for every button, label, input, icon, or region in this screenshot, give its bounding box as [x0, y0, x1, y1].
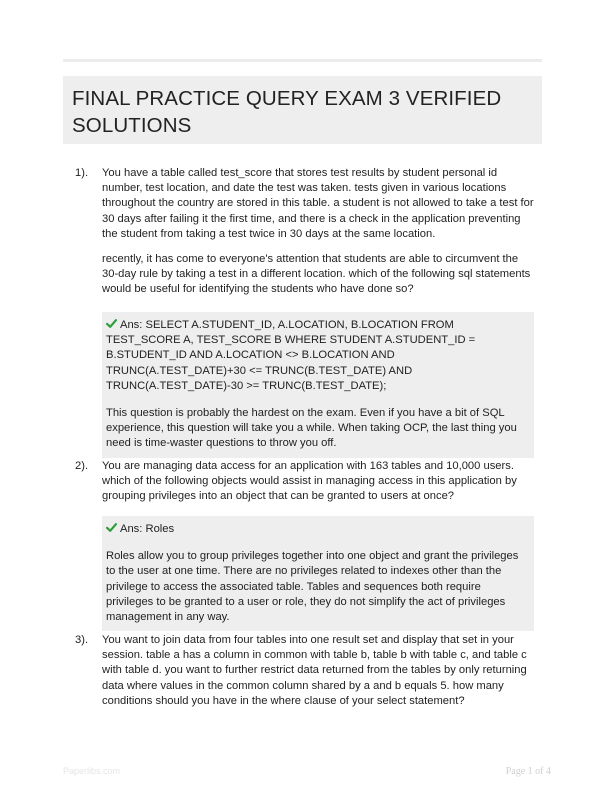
- page-number: Page 1 of 4: [505, 766, 551, 777]
- question-paragraph: recently, it has come to everyone's attention that students are able to circumvent the 30-day rule by taking a test in a different location. which of the following sql statements would be useful for identifying the students who have done so?: [102, 253, 531, 296]
- answer-box: [102, 312, 534, 458]
- answer-box: [102, 516, 534, 631]
- page-title: FINAL PRACTICE QUERY EXAM 3 VERIFIED SOLUTIONS: [72, 87, 502, 137]
- answer-line: [106, 522, 530, 537]
- checkmark-icon: [106, 318, 117, 329]
- answer-line: [106, 318, 530, 394]
- question-text: [102, 633, 534, 719]
- question-paragraph: You are managing data access for an application with 163 tables and 10,000 users. which of the following objects would assist in managing access in this application by grouping privileges into an object that can be granted to users at once?: [102, 460, 517, 503]
- checkmark-icon: [106, 522, 117, 533]
- question-number: 2).: [75, 460, 89, 472]
- question-paragraph: You have a table called test_score that stores test results by student personal id number, test location, and date the test was taken. tests given in various locations throughout the country are stored in this table. a student is not allowed to take a test for 30 days after failing it the first time, and there is a check in the application preventing the student from taking a test twice in 30 days at the same location.: [102, 167, 534, 240]
- answer-explanation: This question is probably the hardest on the exam. Even if you have a bit of SQL experience, this question will take you a while. When taking OCP, the last thing you need is time-waster questions to throw you off.: [106, 407, 517, 450]
- answer-explanation: Roles allow you to group privileges together into one object and grant the privileges to the user at one time. There are no privileges related to indexes other than the privilege to access the associated table. Tables and sequences both require privileges to be granted to a user or role, they do not simplify the act of privileges management in any way.: [106, 550, 519, 624]
- question-text: [102, 459, 534, 515]
- question-text: [102, 166, 534, 308]
- top-divider: [63, 59, 542, 62]
- question-number: 1).: [75, 167, 89, 179]
- question-paragraph: You want to join data from four tables into one result set and display that set in your session. table a has a column in common with table b, table b with table c, and table c with table d. you want to further restrict data returned from the tables by only returning data where values in the common column shared by a and b equals 5. how many conditions should you have in the where clause of your select statement?: [102, 634, 527, 707]
- footer-watermark: Paperlibs.com: [63, 766, 121, 776]
- answer-text: Ans: Roles: [120, 523, 175, 535]
- title-banner: [63, 76, 542, 144]
- question-number: 3).: [75, 634, 89, 646]
- answer-text: Ans: SELECT A.STUDENT_ID, A.LOCATION, B.LOCATION FROM TEST_SCORE A, TEST_SCORE B WHERE STUDENT A.STUDENT_ID = B.STUDENT_ID AND A.LOCATION <> B.LOCATION AND TRUNC(A.TEST_DATE)+30 <= TRUNC(B.TEST_DATE) AND TRUNC(A.TEST_DATE)-30 >= TRUNC(B.TEST_DATE);: [106, 319, 476, 392]
